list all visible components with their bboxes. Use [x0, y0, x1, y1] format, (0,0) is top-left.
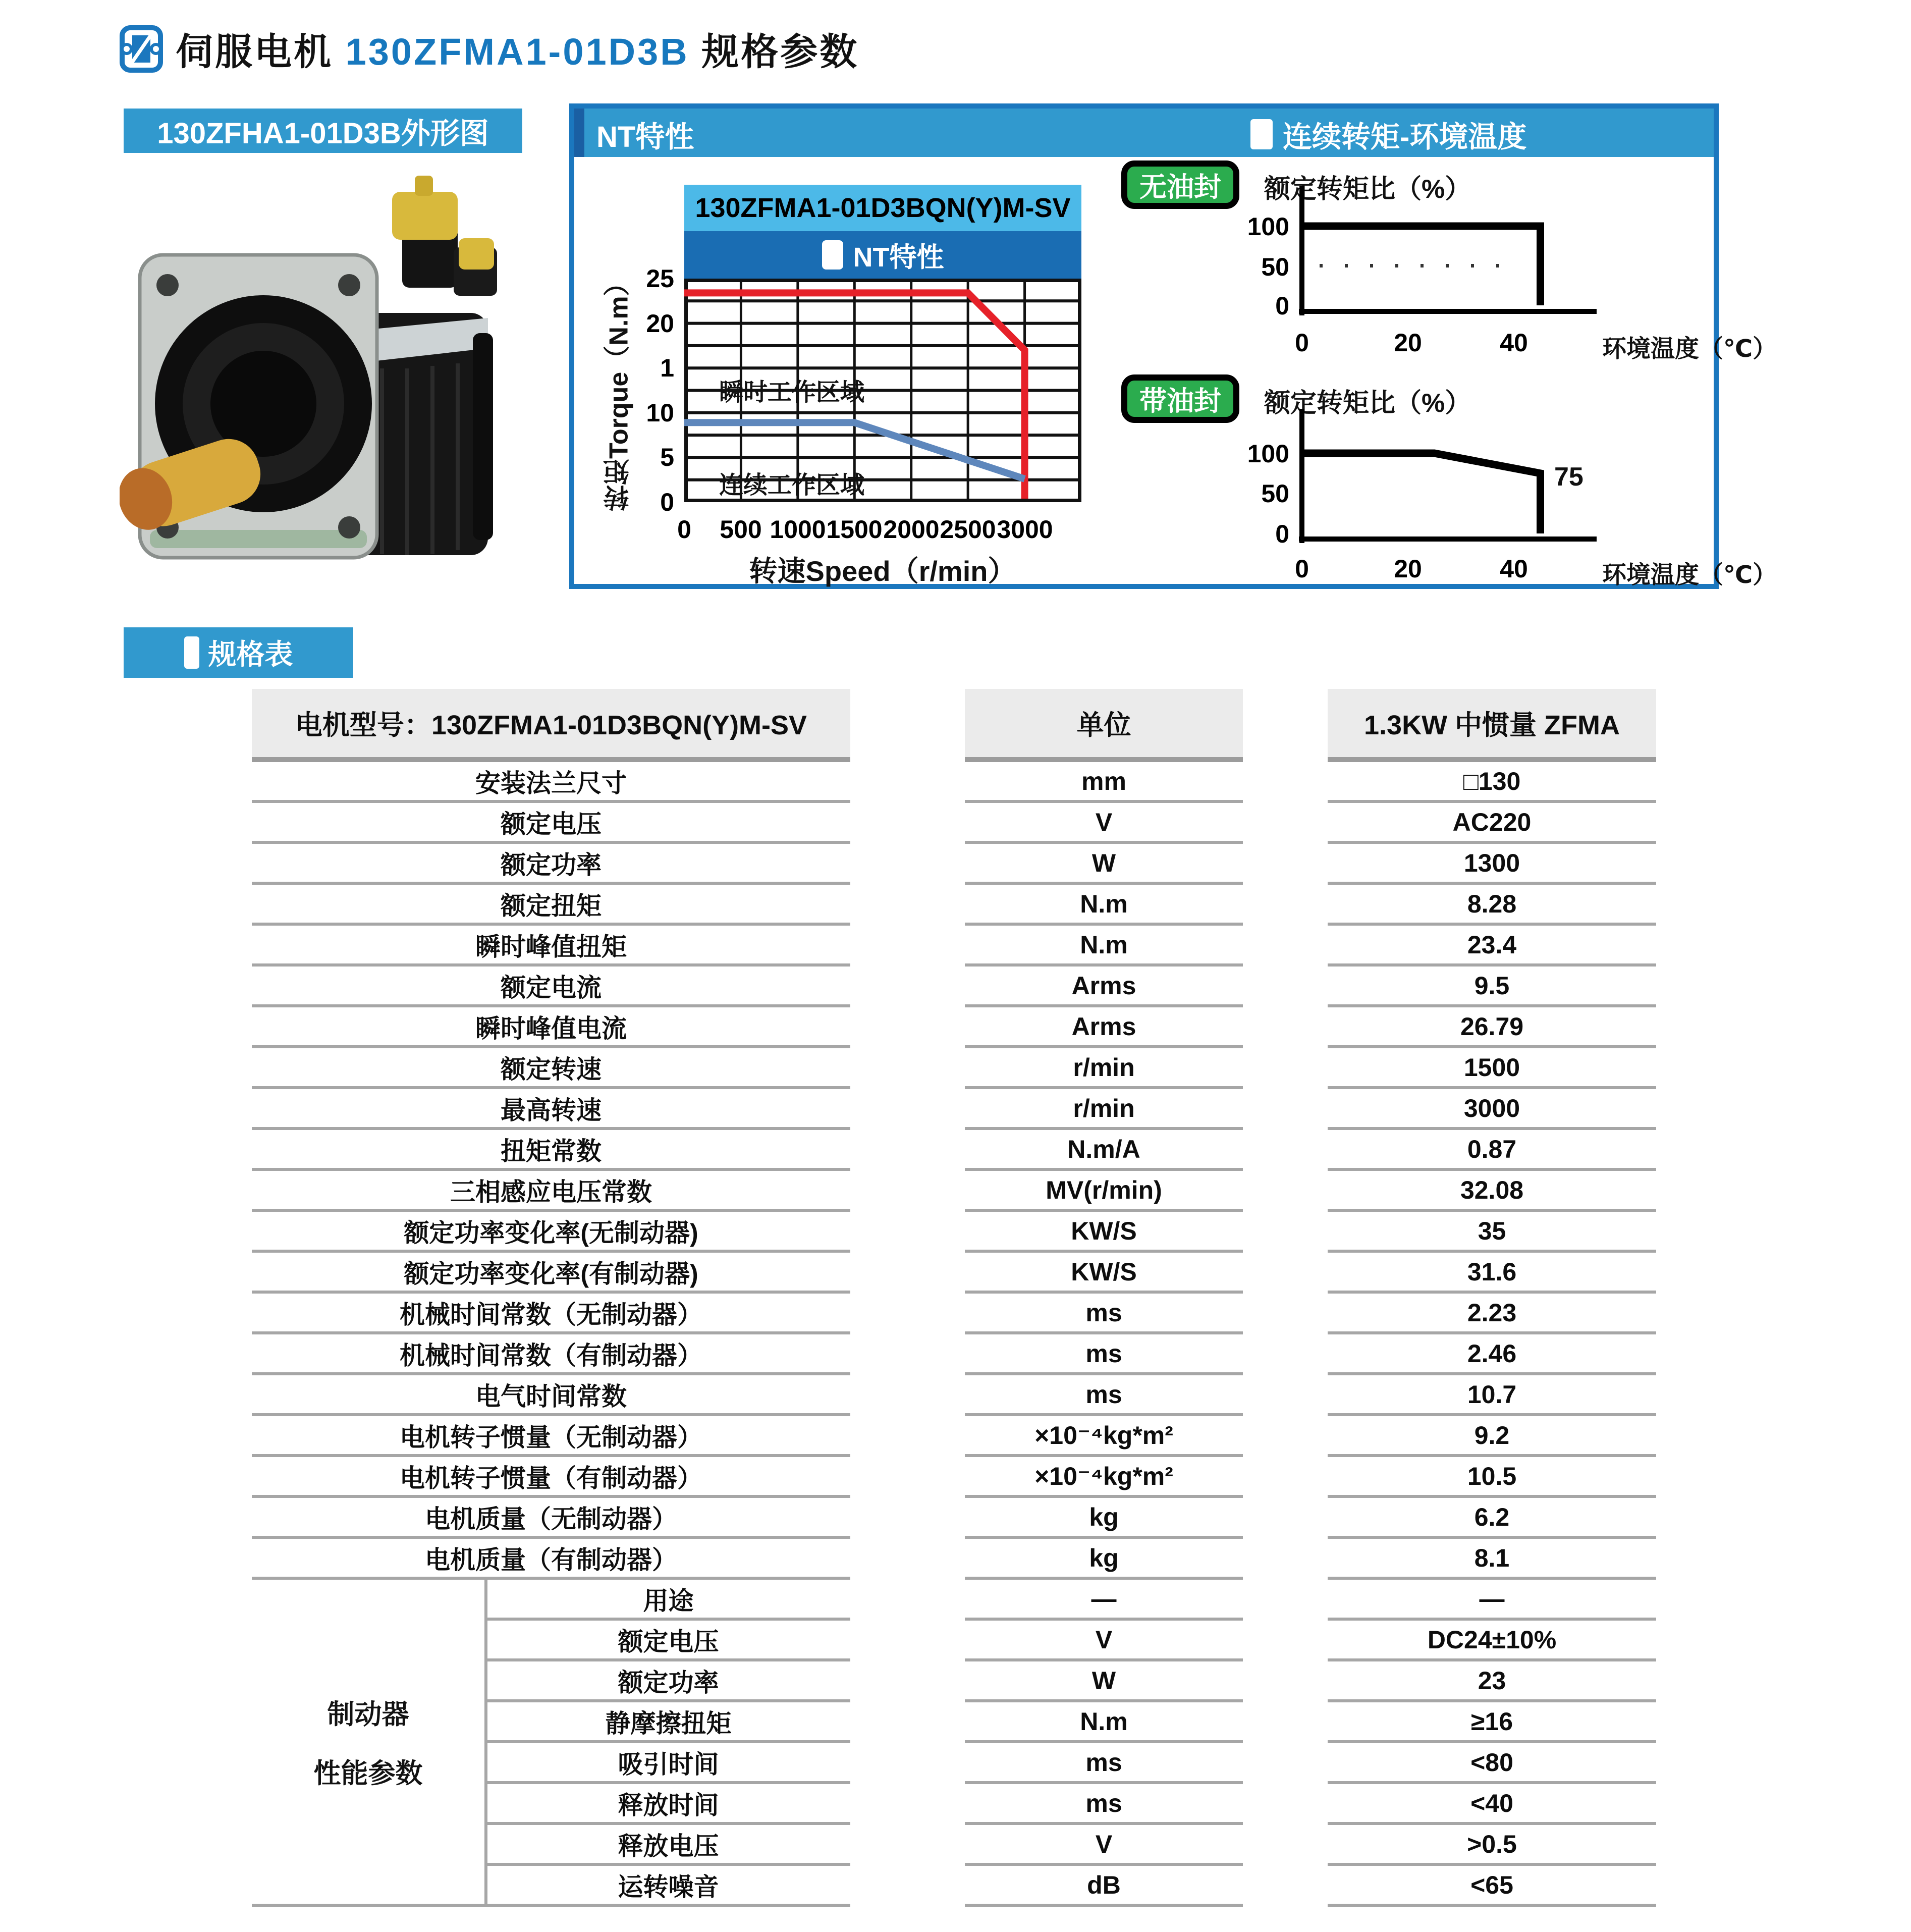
panel-title-temp	[1250, 113, 1526, 155]
no-seal-xlabel: 环境温度（℃）	[1602, 336, 1777, 362]
spec-cell-label: 机械时间常数（无制动器）	[252, 1294, 850, 1334]
spec-cell-unit: ms	[965, 1294, 1243, 1334]
spec-col-header-unit: 单位	[965, 689, 1243, 762]
spec-cell-label: 电气时间常数	[252, 1375, 850, 1416]
spec-cell-unit: kg	[965, 1498, 1243, 1539]
spec-cell-label: 扭矩常数	[252, 1130, 850, 1171]
spec-cell-unit: dB	[965, 1866, 1243, 1907]
no-seal-x-tick: 0	[1295, 329, 1309, 357]
spec-cell-unit: N.m	[965, 885, 1243, 926]
spec-cell-value: 31.6	[1328, 1253, 1656, 1294]
spec-cell-unit: ×10⁻⁴kg*m²	[965, 1416, 1243, 1457]
no-seal-ylabel: 额定转矩比（%）	[1264, 175, 1471, 204]
spec-cell-label: 额定扭矩	[252, 885, 850, 926]
spec-cell-value: 10.5	[1328, 1457, 1656, 1498]
brake-group-label	[252, 1580, 484, 1907]
spec-cell-label: 瞬时峰值电流	[252, 1007, 850, 1048]
nt-x-tick: 3000	[997, 515, 1053, 544]
spec-cell-value: 10.7	[1328, 1375, 1656, 1416]
nt-x-tick: 1500	[826, 515, 883, 544]
spec-cell-value: 8.28	[1328, 885, 1656, 926]
spec-cell-value: 1500	[1328, 1048, 1656, 1089]
spec-cell-unit: Arms	[965, 967, 1243, 1007]
spec-cell-label: 安装法兰尺寸	[252, 762, 850, 803]
spec-cell-unit: KW/S	[965, 1212, 1243, 1253]
spec-cell-brake-label: 静摩擦扭矩	[486, 1702, 850, 1743]
nt-chart-subtitle	[684, 231, 1081, 279]
nt-chart-model-title: 130ZFMA1-01D3BQN(Y)M-SV	[684, 185, 1081, 231]
spec-cell-unit: mm	[965, 762, 1243, 803]
panel-title-temp-text: 连续转矩-环境温度	[1283, 121, 1527, 153]
page-title	[176, 22, 859, 76]
spec-cell-value: 9.5	[1328, 967, 1656, 1007]
spec-cell-label: 额定功率	[252, 844, 850, 885]
spec-cell-brake-label: 释放时间	[486, 1784, 850, 1825]
page-title-suffix: 规格参数	[701, 31, 859, 73]
spec-cell-unit: MV(r/min)	[965, 1171, 1243, 1212]
with-seal-x-tick: 40	[1500, 555, 1528, 583]
spec-cell-value: 2.46	[1328, 1334, 1656, 1375]
spec-cell-unit: —	[965, 1580, 1243, 1621]
spec-cell-unit: KW/S	[965, 1253, 1243, 1294]
outline-title: 130ZFHA1-01D3B外形图	[157, 117, 489, 150]
with-seal-x-tick: 0	[1295, 555, 1309, 583]
with-seal-y-tick: 0	[1275, 520, 1289, 548]
spec-cell-label: 最高转速	[252, 1089, 850, 1130]
spec-cell-unit: ×10⁻⁴kg*m²	[965, 1457, 1243, 1498]
with-seal-x-tick: 20	[1394, 555, 1422, 583]
brake-group-label-line: 性能参数	[313, 1758, 423, 1789]
spec-cell-value: —	[1328, 1580, 1656, 1621]
motor-photo	[120, 167, 505, 580]
brake-group-divider	[484, 1580, 487, 1907]
with-seal-y-tick: 100	[1247, 440, 1289, 468]
nt-x-tick: 0	[677, 515, 691, 544]
spec-cell-value: ≥16	[1328, 1702, 1656, 1743]
spec-cell-value: AC220	[1328, 803, 1656, 844]
page-title-prefix: 伺服电机	[176, 31, 333, 73]
spec-cell-value: 0.87	[1328, 1130, 1656, 1171]
page-title-model: 130ZFMA1-01D3B	[345, 31, 689, 73]
panel-topbar-accent	[574, 109, 584, 157]
spec-cell-unit: ms	[965, 1784, 1243, 1825]
spec-cell-label: 额定转速	[252, 1048, 850, 1089]
spec-table-tag	[124, 627, 353, 678]
spec-cell-label: 额定电压	[252, 803, 850, 844]
spec-cell-unit: ms	[965, 1375, 1243, 1416]
white-square-icon	[1250, 119, 1273, 149]
spec-cell-value: 23.4	[1328, 926, 1656, 967]
spec-cell-label: 额定功率变化率(无制动器)	[252, 1212, 850, 1253]
nt-chart-subtitle-text: NT特性	[853, 242, 944, 273]
spec-col-header-value: 1.3KW 中惯量 ZFMA	[1328, 689, 1656, 762]
spec-cell-brake-label: 吸引时间	[486, 1743, 850, 1784]
no-seal-chart-plot	[1282, 182, 1625, 320]
nt-x-tick: 2000	[883, 515, 940, 544]
no-seal-y-tick: 100	[1247, 212, 1289, 241]
spec-cell-label: 额定电流	[252, 967, 850, 1007]
spec-col-header-model: 电机型号：130ZFMA1-01D3BQN(Y)M-SV	[252, 689, 850, 762]
spec-cell-label: 电机转子惯量（有制动器）	[252, 1457, 850, 1498]
spec-cell-value: 1300	[1328, 844, 1656, 885]
with-seal-xlabel: 环境温度（℃）	[1602, 562, 1777, 588]
nt-x-tick: 1000	[770, 515, 826, 544]
no-seal-x-tick: 40	[1500, 329, 1528, 357]
no-seal-x-tick: 20	[1394, 329, 1422, 357]
outline-title-bar	[124, 109, 522, 153]
spec-cell-unit: V	[965, 803, 1243, 844]
spec-cell-unit: W	[965, 844, 1243, 885]
spec-cell-unit: r/min	[965, 1089, 1243, 1130]
spec-cell-value: >0.5	[1328, 1825, 1656, 1866]
spec-table-tag-text: 规格表	[208, 638, 293, 670]
spec-cell-value: <80	[1328, 1743, 1656, 1784]
spec-cell-brake-label: 释放电压	[486, 1825, 850, 1866]
nt-y-tick: 20	[646, 309, 674, 338]
seal-svg-series	[1302, 453, 1541, 533]
spec-cell-value: 8.1	[1328, 1539, 1656, 1580]
spec-cell-label: 瞬时峰值扭矩	[252, 926, 850, 967]
spec-cell-value: 3000	[1328, 1089, 1656, 1130]
nt-y-tick: 10	[646, 399, 674, 427]
spec-cell-unit: kg	[965, 1539, 1243, 1580]
spec-cell-value: <40	[1328, 1784, 1656, 1825]
spec-cell-value: □130	[1328, 762, 1656, 803]
no-seal-y-tick: 0	[1275, 292, 1289, 320]
spec-cell-value: <65	[1328, 1866, 1656, 1907]
no-oil-seal-badge: 无油封	[1121, 160, 1239, 209]
spec-cell-value: 6.2	[1328, 1498, 1656, 1539]
spec-cell-unit: ms	[965, 1743, 1243, 1784]
spec-cell-brake-label: 额定电压	[486, 1621, 850, 1661]
nt-y-tick: 1	[660, 354, 674, 382]
spec-cell-value: DC24±10%	[1328, 1621, 1656, 1661]
spec-cell-unit: ms	[965, 1334, 1243, 1375]
panel-topbar	[574, 109, 1714, 157]
spec-cell-value: 9.2	[1328, 1416, 1656, 1457]
motor-symbol-icon	[119, 25, 163, 73]
spec-cell-unit: Arms	[965, 1007, 1243, 1048]
spec-cell-unit: r/min	[965, 1048, 1243, 1089]
brake-group-label-line: 制动器	[327, 1699, 409, 1730]
nt-y-tick: 0	[660, 488, 674, 516]
spec-cell-label: 电机质量（无制动器）	[252, 1498, 850, 1539]
spec-cell-value: 32.08	[1328, 1171, 1656, 1212]
spec-cell-value: 2.23	[1328, 1294, 1656, 1334]
spec-cell-label: 电机转子惯量（无制动器）	[252, 1416, 850, 1457]
spec-cell-brake-label: 额定功率	[486, 1661, 850, 1702]
spec-cell-unit: N.m	[965, 926, 1243, 967]
spec-cell-value: 23	[1328, 1661, 1656, 1702]
spec-cell-brake-label: 运转噪音	[486, 1866, 850, 1907]
spec-cell-brake-label: 用途	[486, 1580, 850, 1621]
spec-cell-unit: V	[965, 1825, 1243, 1866]
with-seal-y-tick: 50	[1261, 479, 1289, 508]
motor-connector-yellow	[392, 192, 458, 240]
spec-cell-unit: N.m	[965, 1702, 1243, 1743]
no-seal-y-tick: 50	[1261, 253, 1289, 281]
spec-cell-label: 电机质量（有制动器）	[252, 1539, 850, 1580]
with-seal-ylabel: 额定转矩比（%）	[1264, 389, 1471, 418]
spec-cell-value: 26.79	[1328, 1007, 1656, 1048]
spec-cell-unit: W	[965, 1661, 1243, 1702]
spec-cell-label: 机械时间常数（有制动器）	[252, 1334, 850, 1375]
nt-x-tick: 2500	[940, 515, 996, 544]
nt-y-axis-label: 转矩Torque（N.m）	[604, 270, 634, 511]
nt-y-tick: 25	[646, 264, 674, 293]
white-square-icon	[822, 240, 843, 270]
spec-cell-unit: V	[965, 1621, 1243, 1661]
spec-cell-label: 额定功率变化率(有制动器)	[252, 1253, 850, 1294]
nt-x-axis-label: 转速Speed（r/min）	[749, 555, 1016, 587]
spec-cell-value: 35	[1328, 1212, 1656, 1253]
spec-table	[252, 689, 1656, 1910]
nt-region-continuous: 连续工作区域	[719, 472, 865, 499]
with-oil-seal-badge: 带油封	[1121, 374, 1239, 423]
white-bar-icon	[184, 636, 199, 669]
panel-title-nt: NT特性	[596, 121, 694, 153]
spec-cell-label: 三相感应电压常数	[252, 1171, 850, 1212]
with-seal-annotation-75: 75	[1554, 462, 1584, 492]
nt-region-instantaneous: 瞬时工作区域	[719, 379, 865, 406]
nt-y-tick: 5	[660, 443, 674, 471]
nt-x-tick: 500	[720, 515, 762, 544]
spec-cell-unit: N.m/A	[965, 1130, 1243, 1171]
